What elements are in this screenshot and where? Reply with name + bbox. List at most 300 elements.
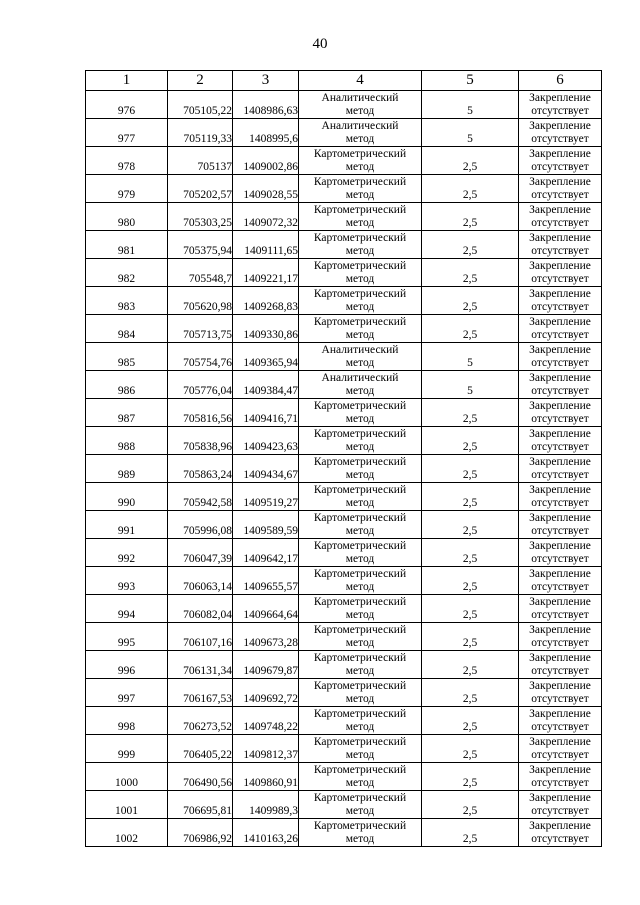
fixation-line-1: Закрепление [529,679,591,692]
fixation-line-1: Закрепление [529,539,591,552]
table-row [86,623,602,651]
fixation-line-2: отсутствует [531,636,589,649]
method-line-2: метод [345,412,375,425]
fixation-line-1: Закрепление [529,819,591,832]
method-line-1: Картометрический [313,763,407,776]
fixation-cell [519,707,602,735]
fixation-cell [519,651,602,679]
accuracy-cell: 2,5 [422,651,519,679]
x-coordinate-cell: 706082,04 [168,595,233,623]
accuracy-cell: 2,5 [422,455,519,483]
fixation-cell [519,315,602,343]
fixation-line-2: отсутствует [531,132,589,145]
accuracy-cell: 2,5 [422,735,519,763]
table-row [86,763,602,791]
fixation-cell [519,763,602,791]
point-number-cell: 978 [86,147,168,175]
fixation-cell [519,231,602,259]
x-coordinate-cell: 706063,14 [168,567,233,595]
table-row [86,791,602,819]
x-coordinate-cell: 706695,81 [168,791,233,819]
y-coordinate-cell: 1409111,65 [233,231,299,259]
table-row [86,259,602,287]
table-row [86,511,602,539]
method-cell [299,91,422,119]
x-coordinate-cell: 705303,25 [168,203,233,231]
fixation-cell [519,595,602,623]
fixation-line-1: Закрепление [529,511,591,524]
method-line-1: Картометрический [313,511,407,524]
y-coordinate-cell: 1409365,94 [233,343,299,371]
method-cell [299,819,422,847]
table-row [86,483,602,511]
method-line-2: метод [345,356,375,369]
method-line-1: Картометрический [313,231,407,244]
fixation-cell [519,819,602,847]
fixation-cell [519,371,602,399]
method-line-1: Картометрический [313,287,407,300]
y-coordinate-cell: 1409330,86 [233,315,299,343]
method-cell [299,287,422,315]
x-coordinate-cell: 705713,75 [168,315,233,343]
fixation-line-2: отсутствует [531,496,589,509]
method-line-1: Картометрический [313,819,407,832]
fixation-line-2: отсутствует [531,468,589,481]
fixation-line-1: Закрепление [529,651,591,664]
table-row [86,287,602,315]
table-header-row [86,71,602,91]
method-line-2: метод [345,608,375,621]
x-coordinate-cell: 705620,98 [168,287,233,315]
fixation-cell [519,483,602,511]
method-line-2: метод [345,216,375,229]
fixation-line-1: Закрепление [529,119,591,132]
method-line-2: метод [345,132,375,145]
accuracy-cell: 2,5 [422,539,519,567]
table-row [86,315,602,343]
method-line-2: метод [345,692,375,705]
column-header-4: 4 [299,71,422,91]
method-line-1: Картометрический [313,735,407,748]
fixation-line-2: отсутствует [531,720,589,733]
accuracy-cell: 2,5 [422,567,519,595]
point-number-cell: 979 [86,175,168,203]
accuracy-cell: 2,5 [422,399,519,427]
fixation-line-1: Закрепление [529,707,591,720]
point-number-cell: 1000 [86,763,168,791]
y-coordinate-cell: 1410163,26 [233,819,299,847]
fixation-cell [519,287,602,315]
fixation-line-2: отсутствует [531,832,589,845]
point-number-cell: 983 [86,287,168,315]
fixation-line-2: отсутствует [531,244,589,257]
method-line-2: метод [345,496,375,509]
table-row [86,343,602,371]
fixation-line-1: Закрепление [529,91,591,104]
fixation-line-1: Закрепление [529,287,591,300]
y-coordinate-cell: 1409642,17 [233,539,299,567]
method-cell [299,679,422,707]
method-line-2: метод [345,832,375,845]
method-cell [299,119,422,147]
accuracy-cell: 2,5 [422,427,519,455]
method-line-1: Картометрический [313,679,407,692]
fixation-line-1: Закрепление [529,231,591,244]
x-coordinate-cell: 705754,76 [168,343,233,371]
fixation-line-2: отсутствует [531,804,589,817]
accuracy-cell: 5 [422,119,519,147]
accuracy-cell: 2,5 [422,483,519,511]
method-line-2: метод [345,440,375,453]
fixation-line-2: отсутствует [531,692,589,705]
accuracy-cell: 5 [422,343,519,371]
accuracy-cell: 2,5 [422,763,519,791]
fixation-line-2: отсутствует [531,160,589,173]
column-header-2: 2 [168,71,233,91]
accuracy-cell: 2,5 [422,791,519,819]
fixation-line-1: Закрепление [529,371,591,384]
point-number-cell: 994 [86,595,168,623]
fixation-cell [519,735,602,763]
x-coordinate-cell: 705996,08 [168,511,233,539]
fixation-cell [519,679,602,707]
method-line-1: Картометрический [313,539,407,552]
fixation-line-1: Закрепление [529,623,591,636]
fixation-line-1: Закрепление [529,315,591,328]
accuracy-cell: 5 [422,371,519,399]
method-line-2: метод [345,720,375,733]
point-number-cell: 981 [86,231,168,259]
column-header-5: 5 [422,71,519,91]
method-cell [299,595,422,623]
fixation-line-2: отсутствует [531,580,589,593]
accuracy-cell: 2,5 [422,819,519,847]
x-coordinate-cell: 705838,96 [168,427,233,455]
table-row [86,819,602,847]
fixation-line-2: отсутствует [531,412,589,425]
table-row [86,371,602,399]
fixation-line-1: Закрепление [529,399,591,412]
point-number-cell: 992 [86,539,168,567]
fixation-cell [519,455,602,483]
y-coordinate-cell: 1409589,59 [233,511,299,539]
x-coordinate-cell: 705863,24 [168,455,233,483]
x-coordinate-cell: 706047,39 [168,539,233,567]
method-line-1: Картометрический [313,147,407,160]
method-line-2: метод [345,272,375,285]
fixation-line-2: отсутствует [531,328,589,341]
point-number-cell: 997 [86,679,168,707]
x-coordinate-cell: 706273,52 [168,707,233,735]
point-number-cell: 985 [86,343,168,371]
point-number-cell: 993 [86,567,168,595]
accuracy-cell: 2,5 [422,203,519,231]
y-coordinate-cell: 1409416,71 [233,399,299,427]
method-line-2: метод [345,748,375,761]
method-cell [299,147,422,175]
method-line-2: метод [345,580,375,593]
x-coordinate-cell: 705942,58 [168,483,233,511]
method-line-2: метод [345,244,375,257]
table-body [86,91,602,847]
method-cell [299,763,422,791]
y-coordinate-cell: 1409692,72 [233,679,299,707]
table-row [86,399,602,427]
method-line-2: метод [345,160,375,173]
fixation-line-1: Закрепление [529,483,591,496]
point-number-cell: 988 [86,427,168,455]
y-coordinate-cell: 1409384,47 [233,371,299,399]
accuracy-cell: 2,5 [422,315,519,343]
y-coordinate-cell: 1408995,6 [233,119,299,147]
method-line-2: метод [345,188,375,201]
fixation-cell [519,91,602,119]
point-number-cell: 989 [86,455,168,483]
coordinates-table [85,70,602,847]
fixation-line-1: Закрепление [529,427,591,440]
x-coordinate-cell: 706986,92 [168,819,233,847]
point-number-cell: 987 [86,399,168,427]
point-number-cell: 998 [86,707,168,735]
method-line-1: Аналитический [321,343,399,356]
method-cell [299,483,422,511]
fixation-line-1: Закрепление [529,175,591,188]
method-cell [299,707,422,735]
fixation-line-2: отсутствует [531,748,589,761]
method-cell [299,455,422,483]
fixation-line-2: отсутствует [531,440,589,453]
method-line-2: метод [345,300,375,313]
method-line-1: Аналитический [321,119,399,132]
table-row [86,539,602,567]
fixation-cell [519,147,602,175]
method-line-1: Картометрический [313,427,407,440]
fixation-line-2: отсутствует [531,300,589,313]
accuracy-cell: 5 [422,91,519,119]
y-coordinate-cell: 1409679,87 [233,651,299,679]
x-coordinate-cell: 706490,56 [168,763,233,791]
method-line-1: Картометрический [313,567,407,580]
fixation-line-1: Закрепление [529,763,591,776]
y-coordinate-cell: 1408986,63 [233,91,299,119]
method-line-1: Картометрический [313,651,407,664]
method-line-1: Картометрический [313,455,407,468]
x-coordinate-cell: 705105,22 [168,91,233,119]
method-cell [299,343,422,371]
point-number-cell: 976 [86,91,168,119]
y-coordinate-cell: 1409519,27 [233,483,299,511]
fixation-line-2: отсутствует [531,356,589,369]
method-line-2: метод [345,776,375,789]
method-line-1: Картометрический [313,791,407,804]
fixation-line-2: отсутствует [531,664,589,677]
method-line-2: метод [345,636,375,649]
method-cell [299,623,422,651]
y-coordinate-cell: 1409748,22 [233,707,299,735]
fixation-line-2: отсутствует [531,608,589,621]
table-row [86,735,602,763]
fixation-line-1: Закрепление [529,567,591,580]
accuracy-cell: 2,5 [422,175,519,203]
accuracy-cell: 2,5 [422,511,519,539]
point-number-cell: 977 [86,119,168,147]
method-line-1: Картометрический [313,483,407,496]
method-cell [299,371,422,399]
method-cell [299,399,422,427]
accuracy-cell: 2,5 [422,595,519,623]
x-coordinate-cell: 706167,53 [168,679,233,707]
fixation-line-2: отсутствует [531,216,589,229]
y-coordinate-cell: 1409989,3 [233,791,299,819]
accuracy-cell: 2,5 [422,679,519,707]
column-header-6: 6 [519,71,602,91]
fixation-cell [519,175,602,203]
method-cell [299,175,422,203]
fixation-cell [519,623,602,651]
fixation-line-2: отсутствует [531,776,589,789]
column-header-1: 1 [86,71,168,91]
fixation-cell [519,427,602,455]
y-coordinate-cell: 1409423,63 [233,427,299,455]
fixation-line-1: Закрепление [529,595,591,608]
method-cell [299,315,422,343]
point-number-cell: 995 [86,623,168,651]
table-row [86,175,602,203]
accuracy-cell: 2,5 [422,147,519,175]
fixation-cell [519,343,602,371]
table-row [86,707,602,735]
table-row [86,595,602,623]
fixation-line-1: Закрепление [529,147,591,160]
method-cell [299,651,422,679]
point-number-cell: 980 [86,203,168,231]
method-cell [299,231,422,259]
method-cell [299,427,422,455]
method-line-2: метод [345,552,375,565]
point-number-cell: 1002 [86,819,168,847]
fixation-cell [519,119,602,147]
x-coordinate-cell: 705816,56 [168,399,233,427]
x-coordinate-cell: 706405,22 [168,735,233,763]
fixation-line-1: Закрепление [529,455,591,468]
method-cell [299,791,422,819]
y-coordinate-cell: 1409221,17 [233,259,299,287]
method-cell [299,735,422,763]
fixation-line-1: Закрепление [529,791,591,804]
y-coordinate-cell: 1409268,83 [233,287,299,315]
table-row [86,427,602,455]
method-cell [299,539,422,567]
x-coordinate-cell: 705548,7 [168,259,233,287]
point-number-cell: 984 [86,315,168,343]
point-number-cell: 1001 [86,791,168,819]
fixation-cell [519,791,602,819]
point-number-cell: 991 [86,511,168,539]
method-line-1: Картометрический [313,399,407,412]
fixation-line-1: Закрепление [529,203,591,216]
method-line-1: Картометрический [313,315,407,328]
table-row [86,455,602,483]
fixation-line-1: Закрепление [529,259,591,272]
accuracy-cell: 2,5 [422,231,519,259]
y-coordinate-cell: 1409812,37 [233,735,299,763]
fixation-cell [519,203,602,231]
point-number-cell: 996 [86,651,168,679]
y-coordinate-cell: 1409434,67 [233,455,299,483]
y-coordinate-cell: 1409860,91 [233,763,299,791]
point-number-cell: 999 [86,735,168,763]
x-coordinate-cell: 705375,94 [168,231,233,259]
method-line-1: Картометрический [313,259,407,272]
table-row [86,567,602,595]
table-row [86,91,602,119]
fixation-line-2: отсутствует [531,384,589,397]
fixation-line-2: отсутствует [531,188,589,201]
accuracy-cell: 2,5 [422,707,519,735]
fixation-cell [519,511,602,539]
fixation-cell [519,539,602,567]
x-coordinate-cell: 705137 [168,147,233,175]
method-cell [299,203,422,231]
fixation-cell [519,259,602,287]
method-line-2: метод [345,468,375,481]
method-line-1: Картометрический [313,707,407,720]
table-row [86,651,602,679]
method-line-2: метод [345,664,375,677]
table-row [86,203,602,231]
x-coordinate-cell: 705202,57 [168,175,233,203]
method-line-1: Картометрический [313,203,407,216]
table-row [86,231,602,259]
method-line-2: метод [345,328,375,341]
x-coordinate-cell: 706107,16 [168,623,233,651]
method-cell [299,567,422,595]
point-number-cell: 990 [86,483,168,511]
column-header-3: 3 [233,71,299,91]
method-line-1: Аналитический [321,371,399,384]
fixation-line-1: Закрепление [529,735,591,748]
method-cell [299,259,422,287]
method-line-2: метод [345,384,375,397]
method-line-1: Картометрический [313,595,407,608]
fixation-cell [519,567,602,595]
method-line-1: Аналитический [321,91,399,104]
page-number: 40 [312,36,328,52]
table-row [86,119,602,147]
method-line-1: Картометрический [313,623,407,636]
fixation-line-2: отсутствует [531,272,589,285]
y-coordinate-cell: 1409673,28 [233,623,299,651]
x-coordinate-cell: 706131,34 [168,651,233,679]
fixation-line-2: отсутствует [531,104,589,117]
y-coordinate-cell: 1409072,32 [233,203,299,231]
table-row [86,147,602,175]
method-line-2: метод [345,804,375,817]
accuracy-cell: 2,5 [422,623,519,651]
y-coordinate-cell: 1409664,64 [233,595,299,623]
table-row [86,679,602,707]
accuracy-cell: 2,5 [422,287,519,315]
method-line-2: метод [345,524,375,537]
x-coordinate-cell: 705776,04 [168,371,233,399]
method-line-1: Картометрический [313,175,407,188]
fixation-line-1: Закрепление [529,343,591,356]
y-coordinate-cell: 1409028,55 [233,175,299,203]
point-number-cell: 986 [86,371,168,399]
y-coordinate-cell: 1409002,86 [233,147,299,175]
accuracy-cell: 2,5 [422,259,519,287]
method-cell [299,511,422,539]
